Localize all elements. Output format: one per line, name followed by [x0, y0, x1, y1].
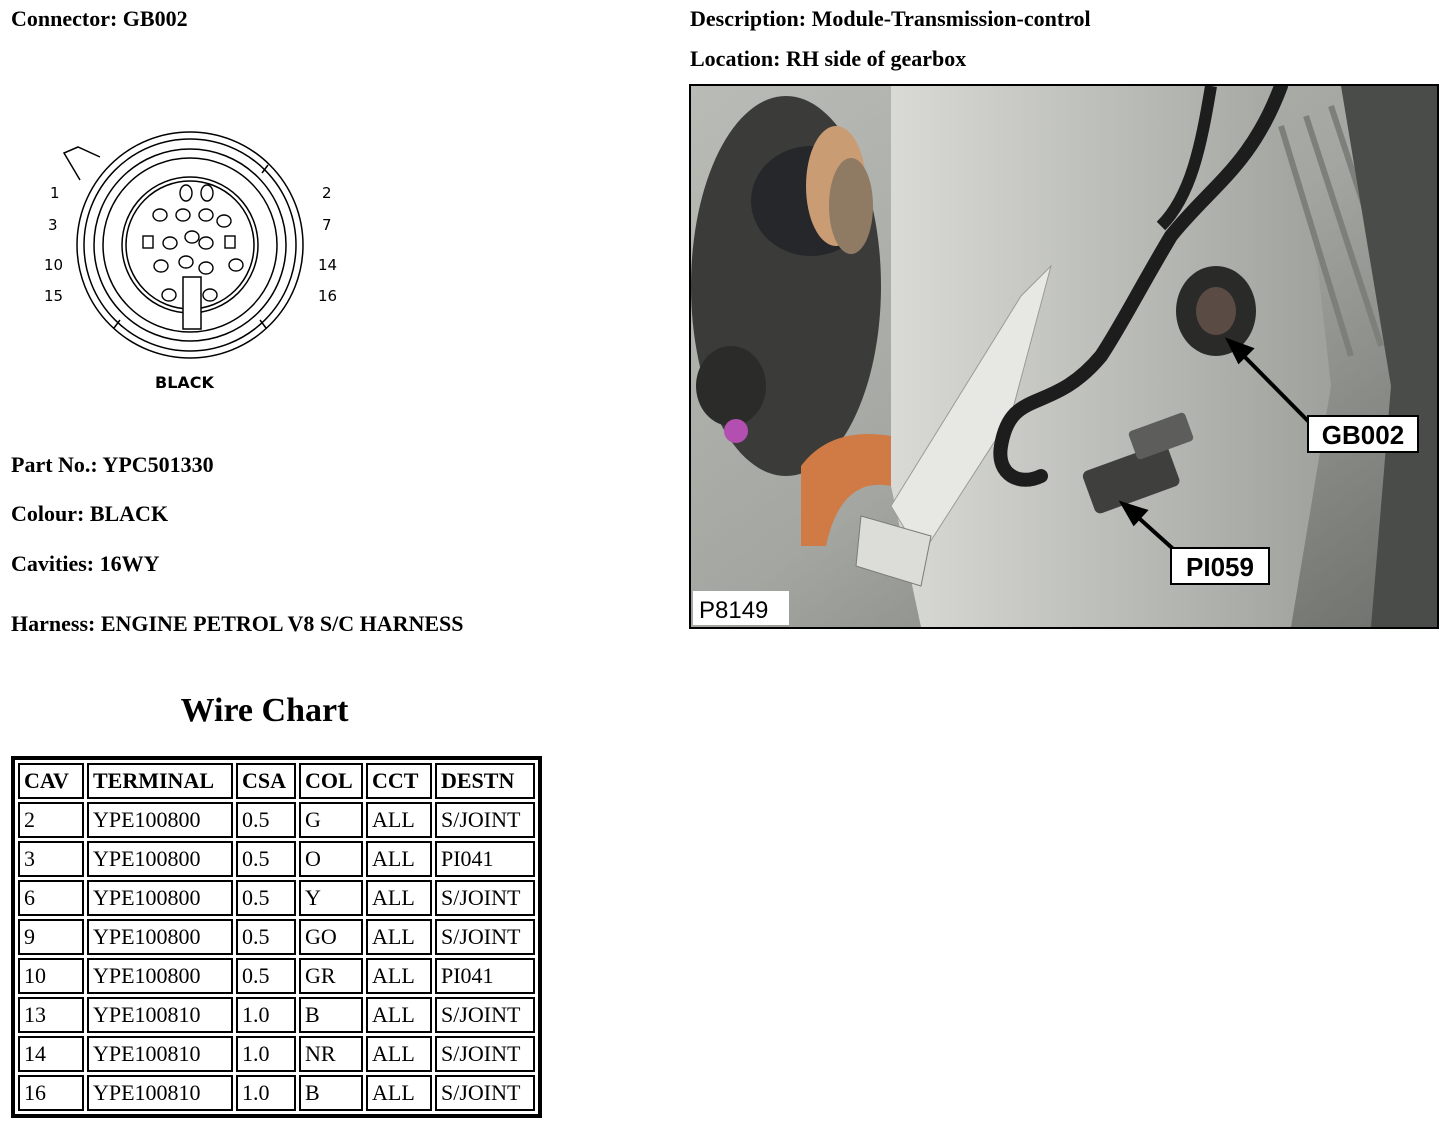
- cell-destn: S/JOINT: [435, 1075, 535, 1111]
- column-header-destn: DESTN: [435, 763, 535, 799]
- table-row: [18, 958, 535, 994]
- cell-col: GO: [299, 919, 363, 955]
- description-label: Description: Module-Transmission-control: [690, 6, 1091, 31]
- column-header-csa: CSA: [236, 763, 296, 799]
- table-row: [18, 919, 535, 955]
- table-row: [18, 997, 535, 1033]
- gearbox-casing: [891, 86, 1331, 627]
- cell-cct: ALL: [366, 802, 432, 838]
- harness-label: Harness: ENGINE PETROL V8 S/C HARNESS: [11, 611, 464, 636]
- cell-cav: 6: [18, 880, 84, 916]
- column-header-terminal: TERMINAL: [87, 763, 233, 799]
- table-row: [18, 1075, 535, 1111]
- pin-label-14: 14: [318, 256, 338, 274]
- table-row: [18, 841, 535, 877]
- cell-col: B: [299, 1075, 363, 1111]
- cell-destn: S/JOINT: [435, 1036, 535, 1072]
- pin-label-1: 1: [50, 184, 60, 202]
- cell-terminal: YPE100800: [87, 880, 233, 916]
- cell-terminal: YPE100800: [87, 958, 233, 994]
- table-header-row: [18, 763, 535, 799]
- cell-terminal: YPE100810: [87, 997, 233, 1033]
- gb002-callout: GB002: [1321, 420, 1405, 450]
- table-row: [18, 802, 535, 838]
- table-row: [18, 880, 535, 916]
- cell-cav: 3: [18, 841, 84, 877]
- cell-destn: PI041: [435, 958, 535, 994]
- column-header-col: COL: [299, 763, 363, 799]
- cell-cct: ALL: [366, 1036, 432, 1072]
- part-number: Part No.: YPC501330: [11, 452, 214, 477]
- cell-destn: S/JOINT: [435, 802, 535, 838]
- table-row: [18, 1036, 535, 1072]
- colour-label: Colour: BLACK: [11, 501, 169, 526]
- cell-col: NR: [299, 1036, 363, 1072]
- cell-cav: 9: [18, 919, 84, 955]
- cell-cct: ALL: [366, 958, 432, 994]
- cell-csa: 0.5: [236, 880, 296, 916]
- cell-cct: ALL: [366, 997, 432, 1033]
- cell-csa: 1.0: [236, 1075, 296, 1111]
- wire-chart-table: [11, 756, 542, 1118]
- cell-cav: 10: [18, 958, 84, 994]
- cell-col: GR: [299, 958, 363, 994]
- pin-label-15: 15: [44, 287, 64, 305]
- cell-cav: 16: [18, 1075, 84, 1111]
- wire-chart-title: Wire Chart: [180, 692, 349, 729]
- wire-chart-body: [18, 802, 535, 1111]
- cell-col: O: [299, 841, 363, 877]
- pin-label-7: 7: [322, 216, 332, 234]
- cell-destn: S/JOINT: [435, 997, 535, 1033]
- connector-title: Connector: GB002: [11, 6, 188, 31]
- cell-cct: ALL: [366, 919, 432, 955]
- cell-csa: 0.5: [236, 841, 296, 877]
- cell-terminal: YPE100800: [87, 919, 233, 955]
- connector-latch: [64, 147, 100, 180]
- cell-destn: S/JOINT: [435, 880, 535, 916]
- cell-cav: 14: [18, 1036, 84, 1072]
- pin-label-16: 16: [318, 287, 338, 305]
- cell-cct: ALL: [366, 841, 432, 877]
- cell-cav: 2: [18, 802, 84, 838]
- pin-label-2: 2: [322, 184, 332, 202]
- column-header-cct: CCT: [366, 763, 432, 799]
- cell-terminal: YPE100810: [87, 1036, 233, 1072]
- cell-terminal: YPE100800: [87, 802, 233, 838]
- cell-col: B: [299, 997, 363, 1033]
- cell-terminal: YPE100800: [87, 841, 233, 877]
- cell-cct: ALL: [366, 880, 432, 916]
- cell-col: G: [299, 802, 363, 838]
- cell-csa: 0.5: [236, 919, 296, 955]
- cavities-label: Cavities: 16WY: [11, 551, 160, 576]
- connector-location-photo: [689, 84, 1439, 629]
- cell-destn: S/JOINT: [435, 919, 535, 955]
- cell-cav: 13: [18, 997, 84, 1033]
- column-header-cav: CAV: [18, 763, 84, 799]
- cell-csa: 1.0: [236, 1036, 296, 1072]
- cell-col: Y: [299, 880, 363, 916]
- connector-colour-caption: BLACK: [155, 373, 214, 392]
- cell-cct: ALL: [366, 1075, 432, 1111]
- pin-label-3: 3: [48, 216, 58, 234]
- cell-terminal: YPE100810: [87, 1075, 233, 1111]
- cell-csa: 0.5: [236, 802, 296, 838]
- cell-destn: PI041: [435, 841, 535, 877]
- cell-csa: 0.5: [236, 958, 296, 994]
- connector-pinout-diagram: [40, 125, 370, 400]
- pin-label-10: 10: [44, 256, 64, 274]
- pi059-callout: PI059: [1186, 552, 1254, 582]
- figure-id: P8149: [699, 597, 769, 624]
- cell-csa: 1.0: [236, 997, 296, 1033]
- location-label: Location: RH side of gearbox: [690, 46, 967, 71]
